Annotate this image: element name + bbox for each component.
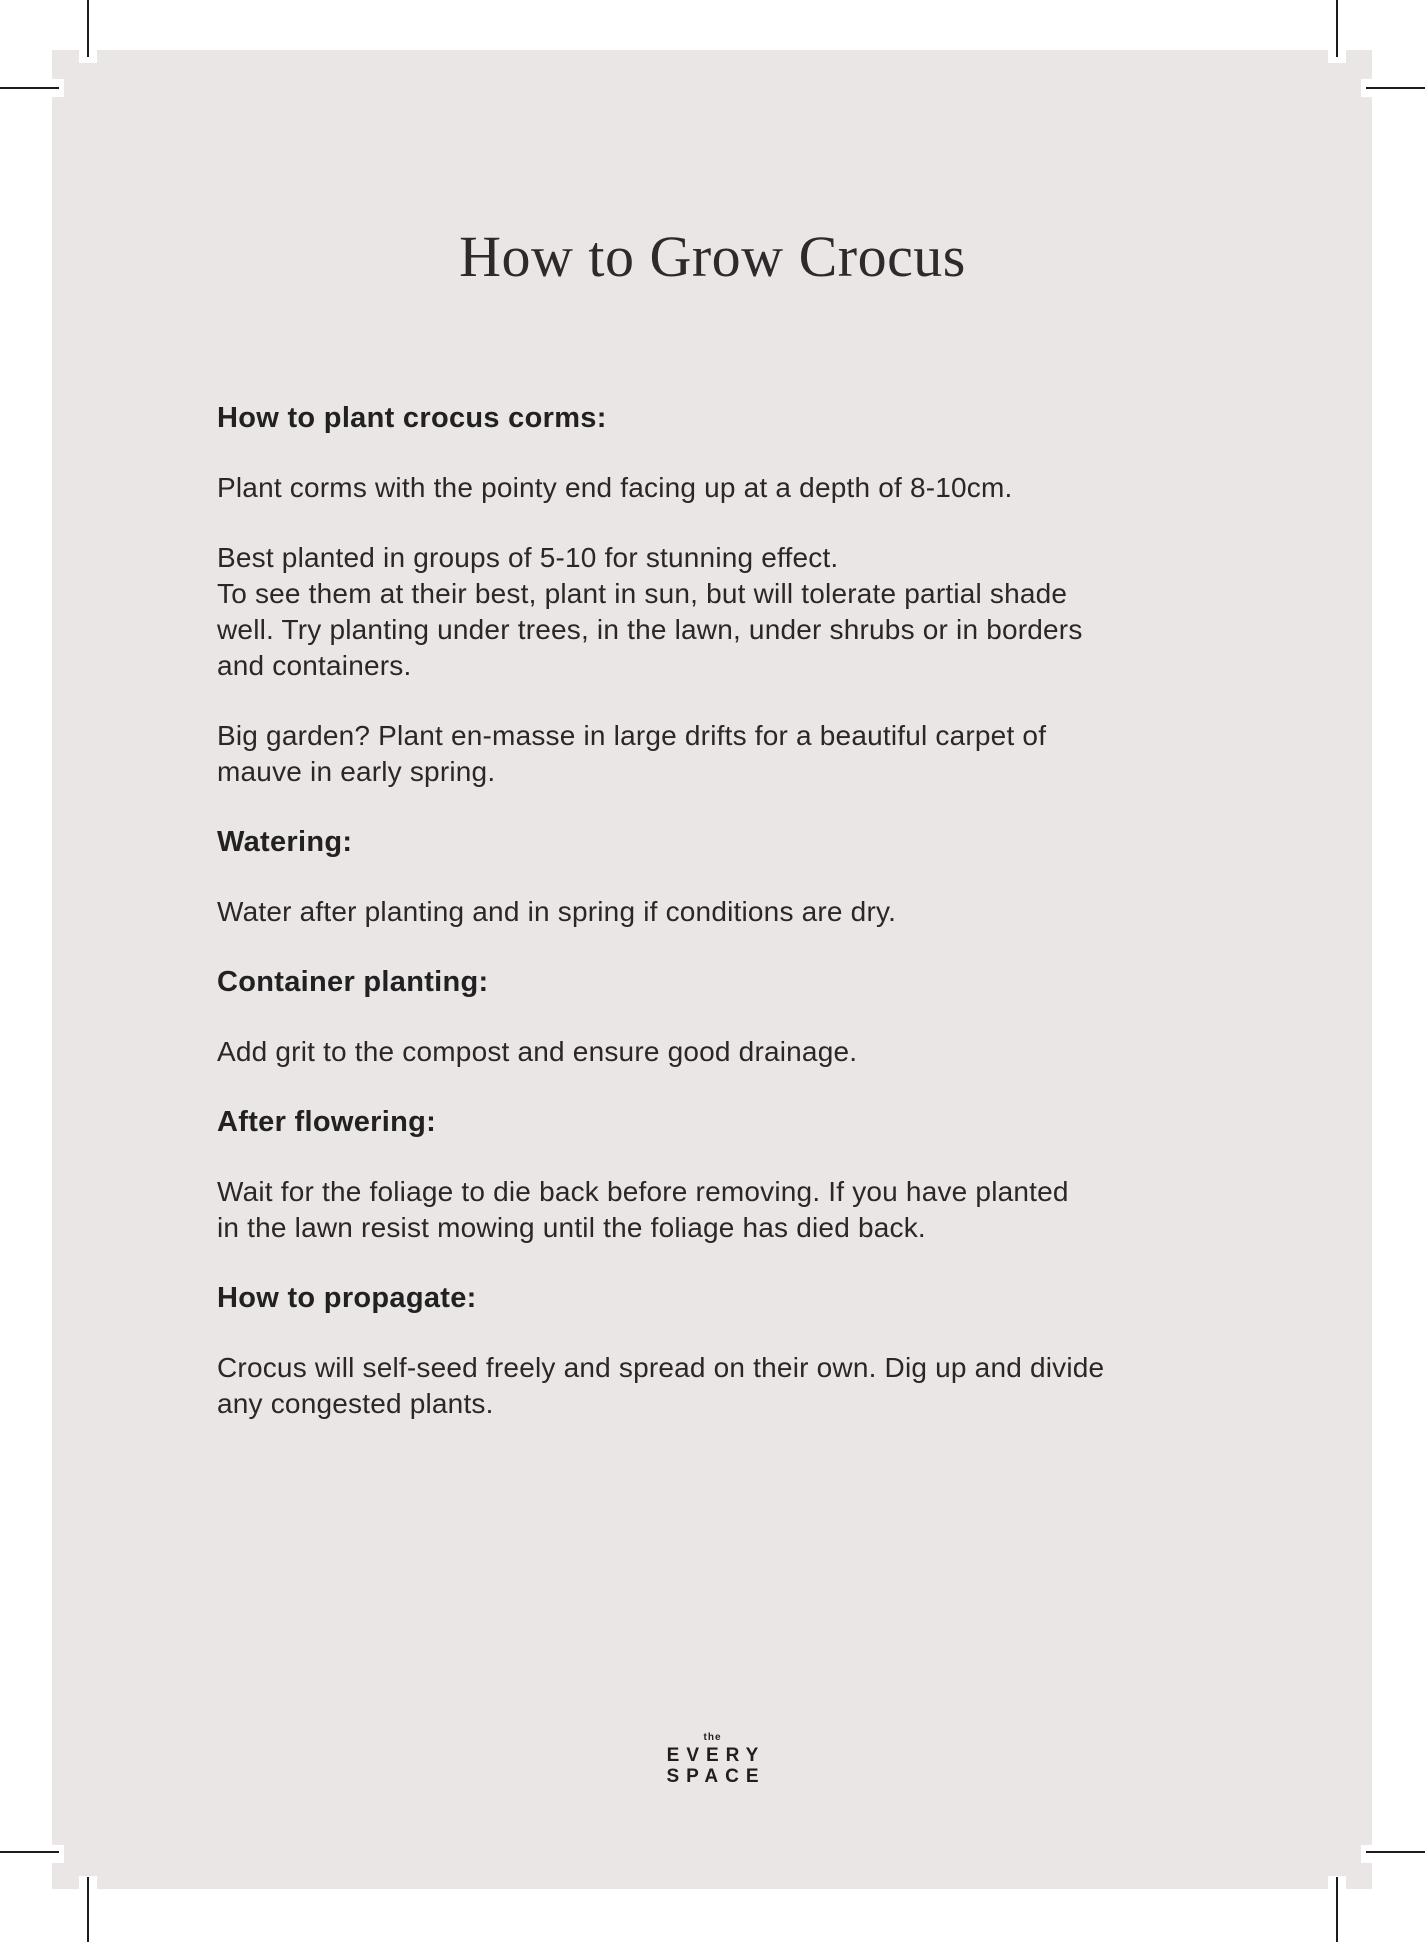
body-line: Wait for the foliage to die back before removing. If you have planted <box>217 1176 1069 1207</box>
crop-mark-bottom-right-horizontal <box>1366 1851 1425 1853</box>
crop-mark-top-right-vertical <box>1336 0 1338 57</box>
paragraph <box>217 1174 1217 1246</box>
logo-every-text: EVERY <box>666 1745 766 1766</box>
paragraph <box>217 1350 1217 1422</box>
paragraph <box>217 540 1217 684</box>
document-body <box>217 366 1217 1456</box>
crop-notch <box>1361 1845 1373 1863</box>
brand-logo <box>88 1731 1337 1787</box>
section-heading-watering: Watering: <box>217 826 353 858</box>
paragraph <box>217 1034 1217 1070</box>
crop-notch <box>52 1845 64 1863</box>
logo-space-text: SPACE <box>666 1766 766 1787</box>
body-line: mauve in early spring. <box>217 756 496 787</box>
crop-mark-top-left-vertical <box>87 0 89 57</box>
body-line: Crocus will self-seed freely and spread on their own. Dig up and divide <box>217 1352 1105 1383</box>
crop-mark-bottom-left-vertical <box>87 1877 89 1942</box>
section-heading-after-flowering: After flowering: <box>217 1106 437 1138</box>
body-line: well. Try planting under trees, in the lawn, under shrubs or in borders <box>217 614 1083 645</box>
body-line: any congested plants. <box>217 1388 494 1419</box>
body-line: To see them at their best, plant in sun, but will tolerate partial shade <box>217 578 1068 609</box>
paragraph <box>217 894 1217 930</box>
body-line: Add grit to the compost and ensure good drainage. <box>217 1036 858 1067</box>
paragraph <box>217 718 1217 790</box>
body-line: and containers. <box>217 650 412 681</box>
crop-mark-top-left-horizontal <box>0 87 59 89</box>
crop-mark-bottom-left-horizontal <box>0 1851 59 1853</box>
body-line: Big garden? Plant en-masse in large drifts for a beautiful carpet of <box>217 720 1047 751</box>
section-heading-how-to-plant-crocus-corms: How to plant crocus corms: <box>217 402 607 434</box>
section-heading-how-to-propagate: How to propagate: <box>217 1282 477 1314</box>
paragraph <box>217 470 1217 506</box>
section-heading-container-planting: Container planting: <box>217 966 489 998</box>
body-line: in the lawn resist mowing until the foliage has died back. <box>217 1212 926 1243</box>
body-line: Plant corms with the pointy end facing up at a depth of 8-10cm. <box>217 472 1013 503</box>
crop-mark-bottom-right-vertical <box>1336 1877 1338 1942</box>
page-title: How to Grow Crocus <box>459 224 966 289</box>
logo-the-text: the <box>703 1732 722 1743</box>
body-line: Water after planting and in spring if conditions are dry. <box>217 896 897 927</box>
body-line: Best planted in groups of 5-10 for stunning effect. <box>217 542 839 573</box>
crop-mark-top-right-horizontal <box>1366 87 1425 89</box>
